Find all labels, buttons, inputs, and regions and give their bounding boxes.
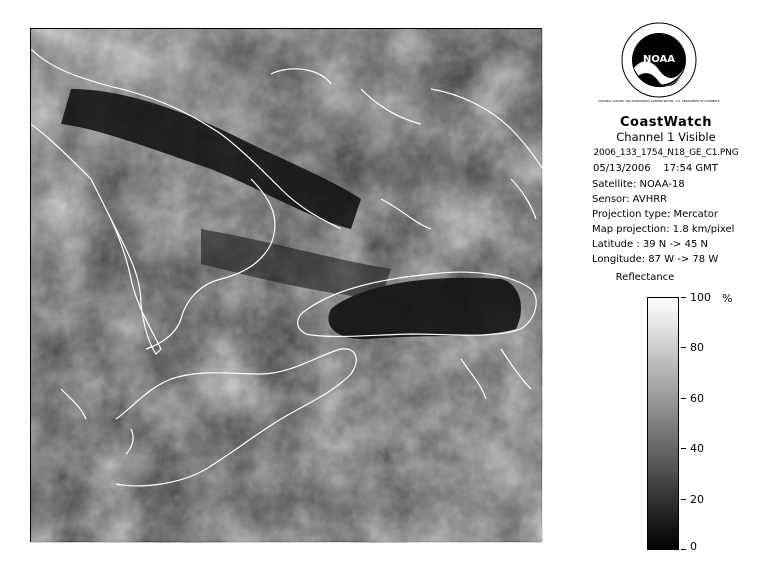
projection-type-line: Projection type: Mercator: [592, 209, 718, 220]
latitude-line: Latitude : 39 N -> 45 N: [592, 239, 708, 250]
noaa-logo: [598, 18, 720, 108]
brand-title: CoastWatch: [619, 115, 713, 130]
colorbar-tick: [681, 297, 686, 298]
colorbar-tick-label: 100: [690, 291, 711, 304]
colorbar-tick-label: 40: [690, 442, 704, 455]
colorbar-title: Reflectance: [615, 272, 675, 283]
satellite-image-map: [30, 28, 542, 542]
colorbar-tick: [681, 398, 686, 399]
colorbar: [647, 297, 679, 550]
colorbar-tick-label: 20: [690, 493, 704, 506]
map-svg: [31, 29, 543, 543]
sensor-line: Sensor: AVHRR: [592, 194, 668, 205]
colorbar-tick: [681, 549, 686, 550]
time: 17:54 GMT: [663, 163, 718, 174]
datetime: [593, 161, 718, 176]
colorbar-unit: %: [722, 292, 733, 305]
colorbar-tick-label: 0: [690, 540, 697, 553]
colorbar-tick: [681, 499, 686, 500]
date: 05/13/2006: [593, 163, 651, 174]
colorbar-tick-label: 80: [690, 341, 704, 354]
map-projection-line: Map projection: 1.8 km/pixel: [592, 224, 735, 235]
noaa-logo-ring-text: NATIONAL OCEANIC AND ATMOSPHERIC ADMINISTRATION · U.S. DEPARTMENT OF COMMERCE: [598, 100, 720, 103]
channel-title: Channel 1 Visible: [616, 130, 716, 144]
noaa-logo-text: NOAA: [642, 54, 676, 65]
colorbar-tick-label: 60: [690, 392, 704, 405]
colorbar-tick: [681, 347, 686, 348]
colorbar-tick: [681, 448, 686, 449]
longitude-line: Longitude: 87 W -> 78 W: [592, 254, 719, 265]
satellite-line: Satellite: NOAA-18: [592, 179, 685, 190]
filename: 2006_133_1754_N18_GE_C1.PNG: [593, 148, 739, 158]
